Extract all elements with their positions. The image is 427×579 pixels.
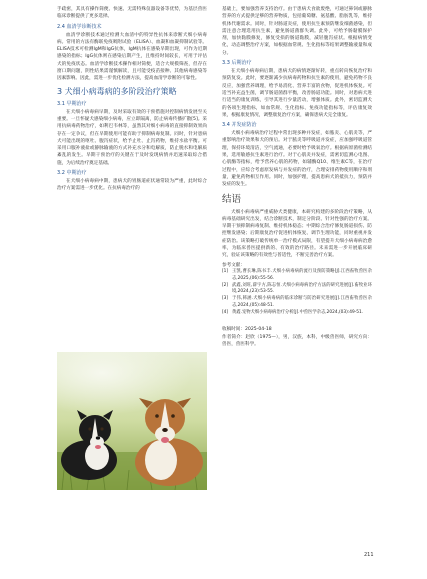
reference-text: 黄鑫.宠物犬细小病毒病治疗分析[J].中兽医学杂志,2024,(03):49-51. — [232, 309, 364, 315]
late-treatment-paragraph: 在犬细小病毒病后期，患病犬的病情逐渐好转，重点转向恢复治疗和预防复发。此时，要逐渐减少抗病毒药物和抗生素的使用，避免药物不良反应，加强营养调理，给予易消化、营养丰富的食物，促进机体恢复。可适当补充益生菌，调节肠道菌群平衡，改善肠道功能。同时，对患病犬进行适当的康复训练，引导其进行少量活动，增强体质。此外，密切监测犬的各项生理指标，如血常规、生化指标、免疫功能指标等，评估康复效果，根据康复情况，调整康复治疗方案，确保患病犬完全康复。 — [222, 69, 372, 118]
dogs-photo — [57, 352, 207, 490]
reference-number: [1] — [222, 268, 229, 274]
reference-text: 于伟,韩涵.犬细小病毒病的临床诊断与防治研究进展[J].江西畜牧兽医杂志,2024,(05):48-51. — [232, 296, 372, 308]
section-3-1-title: 3.1 早期治疗 — [57, 100, 87, 107]
section-3-4-title: 3.4 并发症防治 — [222, 122, 257, 129]
reference-item — [222, 296, 372, 310]
reference-number: [4] — [222, 309, 229, 315]
reference-text: 武鑫,刘旺,薛宇方,陈志恒.犬细小病毒病治疗方法的研究进展[J].畜牧业环境,2024,(23):53-55. — [232, 282, 372, 295]
section-3-3-title: 3.3 后期治疗 — [222, 60, 252, 67]
right-column — [222, 6, 372, 348]
reference-item — [222, 269, 372, 283]
section-3-2-title: 3.2 中期治疗 — [57, 170, 87, 177]
author-bio: 作者简介：赵欣（1975—），男，汉族，本科，中级兽医师，研究方向：兽医，兽医科学。 — [222, 334, 372, 348]
section-2-4-title: 2.4 血清学诊断技术 — [57, 23, 102, 30]
reference-number: [2] — [222, 282, 229, 288]
mid-treatment-continued: 基础上，要加强营养支持治疗。由于患病犬食欲废绝，可通过鼻饲或静脉营养的方式提供足够的营养物质，包括葡萄糖、氨基酸、脂肪乳等，维持机体代谢需求。同时，针对肠道炎症，使用抗生素预防继发细菌感染，但需注意合理选用抗生素，避免肠道菌群失调。此外，可给予肠黏膜保护剂，加快黏膜修复，修复受损的肠道黏膜，减轻腹泻症状。根据病情变化，动态调整治疗方案，如根据血常规、生化指标等结果调整输液量和成分。 — [222, 7, 372, 56]
dogs-illustration — [57, 352, 207, 490]
conclusion-paragraph: 犬细小病毒病严重威胁犬类健康，本研究构建的多阶段治疗策略，从病毒基础研究出发，结合诊断技术，制定分阶段、针对性强的治疗方案。早期干预抑制病毒复制、维持机体稳态；中期综合治疗修复肠道损伤、防控继发感染；后期康复治疗促进机体恢复、调节生理功能，同时重视并发症防治。该策略打破传统单一治疗模式局限，有望提升犬细小病毒病治愈率，为临床兽医提供新的、有效的治疗路径。未来需进一步开展临床研究，验证该策略的有效性与普适性，不断完善治疗方案。 — [222, 209, 372, 259]
reference-item — [222, 283, 372, 297]
article-meta — [222, 326, 372, 348]
reference-item — [222, 310, 372, 317]
page-number: 211 — [364, 552, 374, 558]
references-list — [222, 269, 372, 317]
serology-paragraph: 血清学诊断技术通过检测大血清中的特异性抗体来诊断犬细小病毒病。常用的方法有酶联免疫吸附试验（ELISA）、血凝和血凝抑制试验等。ELISA技术可检测IgM和IgG抗体，IgM抗体在感染早期出现，可作为近期感染的指标；IgG抗体则在感染后期产生，且维持时间较长，可用于评估犬的免疫状态。血清学诊断技术操作相对简便，适合大规模筛查，但存在窗口期问题，阴性结果需谨慎解读，且可能受疫苗接种、其他病毒感染等因素影响。因此，需进一步优化检测方法，提高血清学诊断的可靠性。 — [57, 32, 207, 82]
section-3-title: 3 犬细小病毒病的多阶段治疗策略 — [57, 86, 177, 96]
left-column — [57, 6, 207, 193]
references-title: 参考文献： — [222, 262, 245, 268]
reference-number: [3] — [222, 296, 229, 302]
reference-text: 王凯,曹长琳,陈书丰.犬细小病毒病的流行及预防策略[J].江西畜牧兽医杂志,2025,(06):55-56. — [232, 268, 372, 281]
received-date: 收稿时间：2025-04-18 — [222, 327, 272, 333]
complications-paragraph: 犬细小病毒病治疗过程中常出现多种并发症，如脓炎、心肌炎等，严重影响治疗效果和犬的预后。对于脓炎等呼吸道并发症，应加强呼吸道管理，保持环境清洁，空气流通，必要时给予吸氧治疗。根据病原菌检测结果，选用敏感抗生素进行治疗。对于心肌炎并发症，需密切监测心电图、心肌酶等指标，给予营养心肌的药物，如辅酶Q10、维生素C等，在治疗过程中，应综合考虑原发病与并发症的治疗，合理安排药物使用顺序和剂量，避免药物相互作用。同时，加强护理，提高患病犬的抵抗力，预防并发症的发生。 — [222, 131, 372, 188]
early-treatment-paragraph: 在犬细小病毒病早期，及时采取有效的干预措施对控制病情发展至关重要。一旦怀疑犬感染细小病毒，应立即隔离，防止病毒传播扩散[5]。采用抗病毒药物治疗，如利巴韦林等，虽然其对细小病毒的直接抑制效果尚存在一定争议，但在早期使用可能有助于抑制病毒复制。同时，针对患病犬可能出现的呕吐、腹泻症状，给予止吐、止泻药物，维持水盐平衡。可采用口服补液盐或静脉输液的方式补充水分和电解质，防止脱水和电解质紊乱的发生。早期干预治疗的关键在于及时发现病情并迅速采取综合措施，为后续治疗奠定基础。 — [57, 109, 207, 166]
intro-paragraph: 手疏密，其具有操作简便、快速、无需特殊仪器设备等优势，为基层兽医临床诊断提供了更多选择。 — [57, 7, 207, 20]
conclusion-title: 结语 — [222, 193, 242, 205]
mid-treatment-paragraph: 在犬细小病毒病中期，患病犬的胃肠道症状通常较为严重，此时综合治疗方案需进一步优化。在抗病毒治疗的 — [57, 179, 207, 192]
